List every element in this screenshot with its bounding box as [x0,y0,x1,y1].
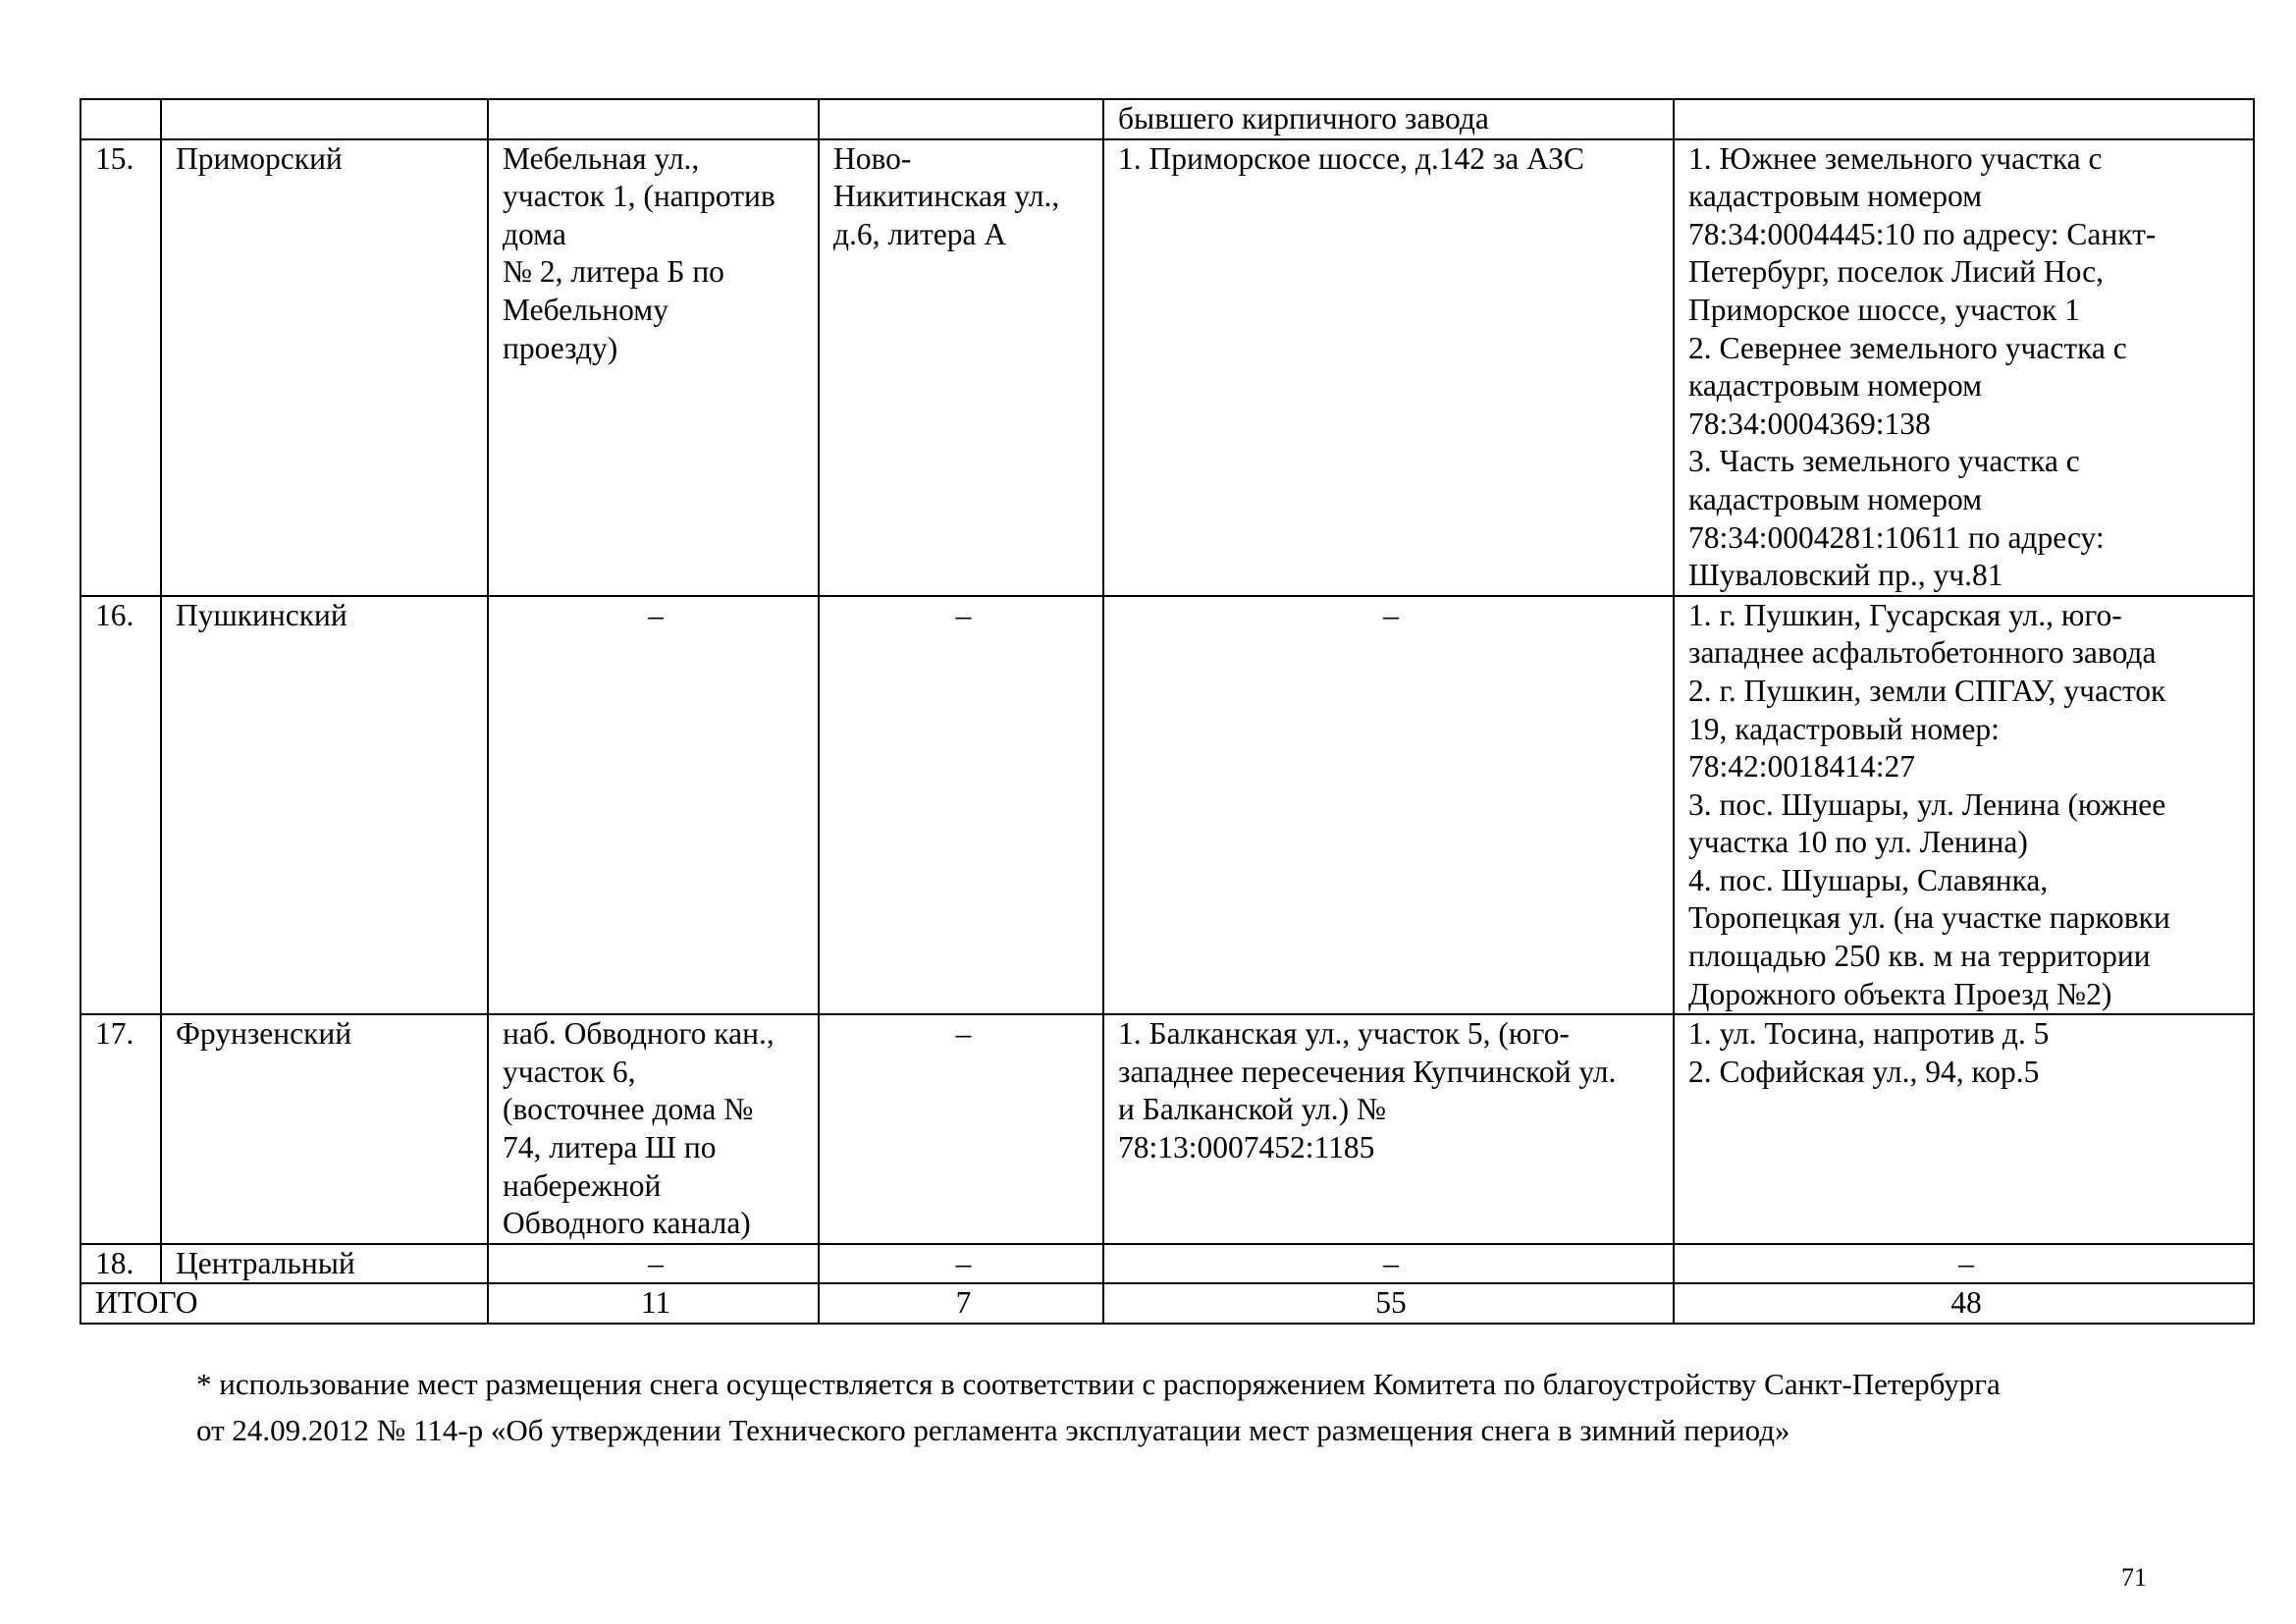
total-col4: 7 [819,1283,1103,1324]
district-name: Приморский [161,139,488,596]
text-line: 2. Софийская ул., 94, кор.5 [1688,1054,2040,1089]
cell-col6: – [1674,1244,2254,1284]
text-line: 1. Приморское шоссе, д.142 за АЗС [1118,140,1584,176]
table-row [80,1244,2254,1284]
cell-col6 [1674,1014,2254,1244]
text-line: 2. Севернее земельного участка с [1688,330,2127,365]
text-line: набережной [503,1167,662,1203]
text-line: Шуваловский пр., уч.81 [1688,558,2003,593]
footnote [196,1361,2001,1453]
text-line: 78:34:0004445:10 по адресу: Санкт- [1688,216,2157,251]
text-line: д.6, литера А [833,216,1007,251]
text-line: (восточнее дома № [503,1092,754,1127]
text-line: Торопецкая ул. (на участке парковки [1688,900,2170,936]
text-line: 78:13:0007452:1185 [1118,1130,1375,1165]
text-line: 1. г. Пушкин, Гусарская ул., юго- [1688,597,2122,632]
text-line: Ново- [833,140,912,176]
cell-col3: – [488,596,819,1015]
cell-col3 [488,99,819,139]
total-col5: 55 [1103,1283,1674,1324]
text-line: кадастровым номером [1688,368,1983,404]
footnote-line: * использование мест размещения снега осуществляется в соответствии с распоряжением Комитета по благоустройству Санкт-Петербурга [196,1367,2001,1401]
text-line: 1. Южнее земельного участка с [1688,140,2103,176]
text-line: Мебельная ул., [503,140,700,176]
text-line: западнее асфальтобетонного завода [1688,635,2157,671]
text-line: дома [503,216,566,251]
text-line: западнее пересечения Купчинской ул. [1118,1054,1617,1089]
text-line: 4. пос. Шушары, Славянка, [1688,862,2049,897]
text-line: наб. Обводного кан., [503,1016,774,1052]
total-col3: 11 [488,1283,819,1324]
cell-col6 [1674,139,2254,596]
cell-col5: – [1103,1244,1674,1284]
cell-col4 [819,139,1103,596]
text-line: 2. г. Пушкин, земли СПГАУ, участок [1688,673,2166,708]
total-row [80,1283,2254,1324]
total-label: ИТОГО [80,1283,488,1324]
text-line: 1. ул. Тосина, напротив д. 5 [1688,1016,2050,1052]
text-line: Обводного канала) [503,1206,751,1241]
text-line: 1. Балканская ул., участок 5, (юго- [1118,1016,1570,1052]
district-name: Центральный [161,1244,488,1284]
cell-col4 [819,99,1103,139]
text-line: Мебельному [503,292,668,327]
snow-placement-table [80,98,2255,1325]
table-row [80,1014,2254,1244]
district-name: Фрунзенский [161,1014,488,1244]
text-line: 19, кадастровый номер: [1688,711,2000,746]
text-line: № 2, литера Б по [503,254,724,290]
row-number: 15. [80,139,161,596]
text-line: Приморское шоссе, участок 1 [1688,292,2080,327]
text-line: площадью 250 кв. м на территории [1688,939,2151,974]
cell-num [80,99,161,139]
text-line: Никитинская ул., [833,179,1060,214]
text-line: 78:34:0004281:10611 по адресу: [1688,519,2105,555]
cell-col4: – [819,1014,1103,1244]
cell-col3 [488,139,819,596]
cell-district [161,99,488,139]
cell-col3: – [488,1244,819,1284]
table-row [80,596,2254,1015]
text-line: 74, литера Ш по [503,1130,717,1165]
district-name: Пушкинский [161,596,488,1015]
continuation-row [80,99,2254,139]
text-line: 78:34:0004369:138 [1688,406,1931,441]
text-line: 3. пос. Шушары, ул. Ленина (южнее [1688,786,2166,822]
cell-col3 [488,1014,819,1244]
row-number: 16. [80,596,161,1015]
text-line: Петербург, поселок Лисий Нос, [1688,254,2104,290]
text-line: кадастровым номером [1688,481,1983,516]
cell-col6 [1674,99,2254,139]
text-line: Дорожного объекта Проезд №2) [1688,976,2112,1011]
text-line: проезду) [503,330,618,365]
row-number: 18. [80,1244,161,1284]
cell-col5 [1103,1014,1674,1244]
cell-col5 [1103,139,1674,596]
text-line: и Балканской ул.) № [1118,1092,1387,1127]
text-line: кадастровым номером [1688,179,1983,214]
text-line: участок 6, [503,1054,636,1089]
cell-col4: – [819,596,1103,1015]
cell-col5: – [1103,596,1674,1015]
page-number: 71 [2121,1563,2147,1592]
text-line: 78:42:0018414:27 [1688,749,1916,785]
cell-col6 [1674,596,2254,1015]
text-line: участок 1, (напротив [503,179,775,214]
footnote-line: от 24.09.2012 № 114-р «Об утверждении Технического регламента эксплуатации мест размещения снега в зимний период» [196,1413,1790,1447]
text-line: 3. Часть земельного участка с [1688,444,2080,479]
cell-col4: – [819,1244,1103,1284]
cell-col5: бывшего кирпичного завода [1103,99,1674,139]
row-number: 17. [80,1014,161,1244]
text-line: участка 10 по ул. Ленина) [1688,825,2028,860]
total-col6: 48 [1674,1283,2254,1324]
table-row [80,139,2254,596]
